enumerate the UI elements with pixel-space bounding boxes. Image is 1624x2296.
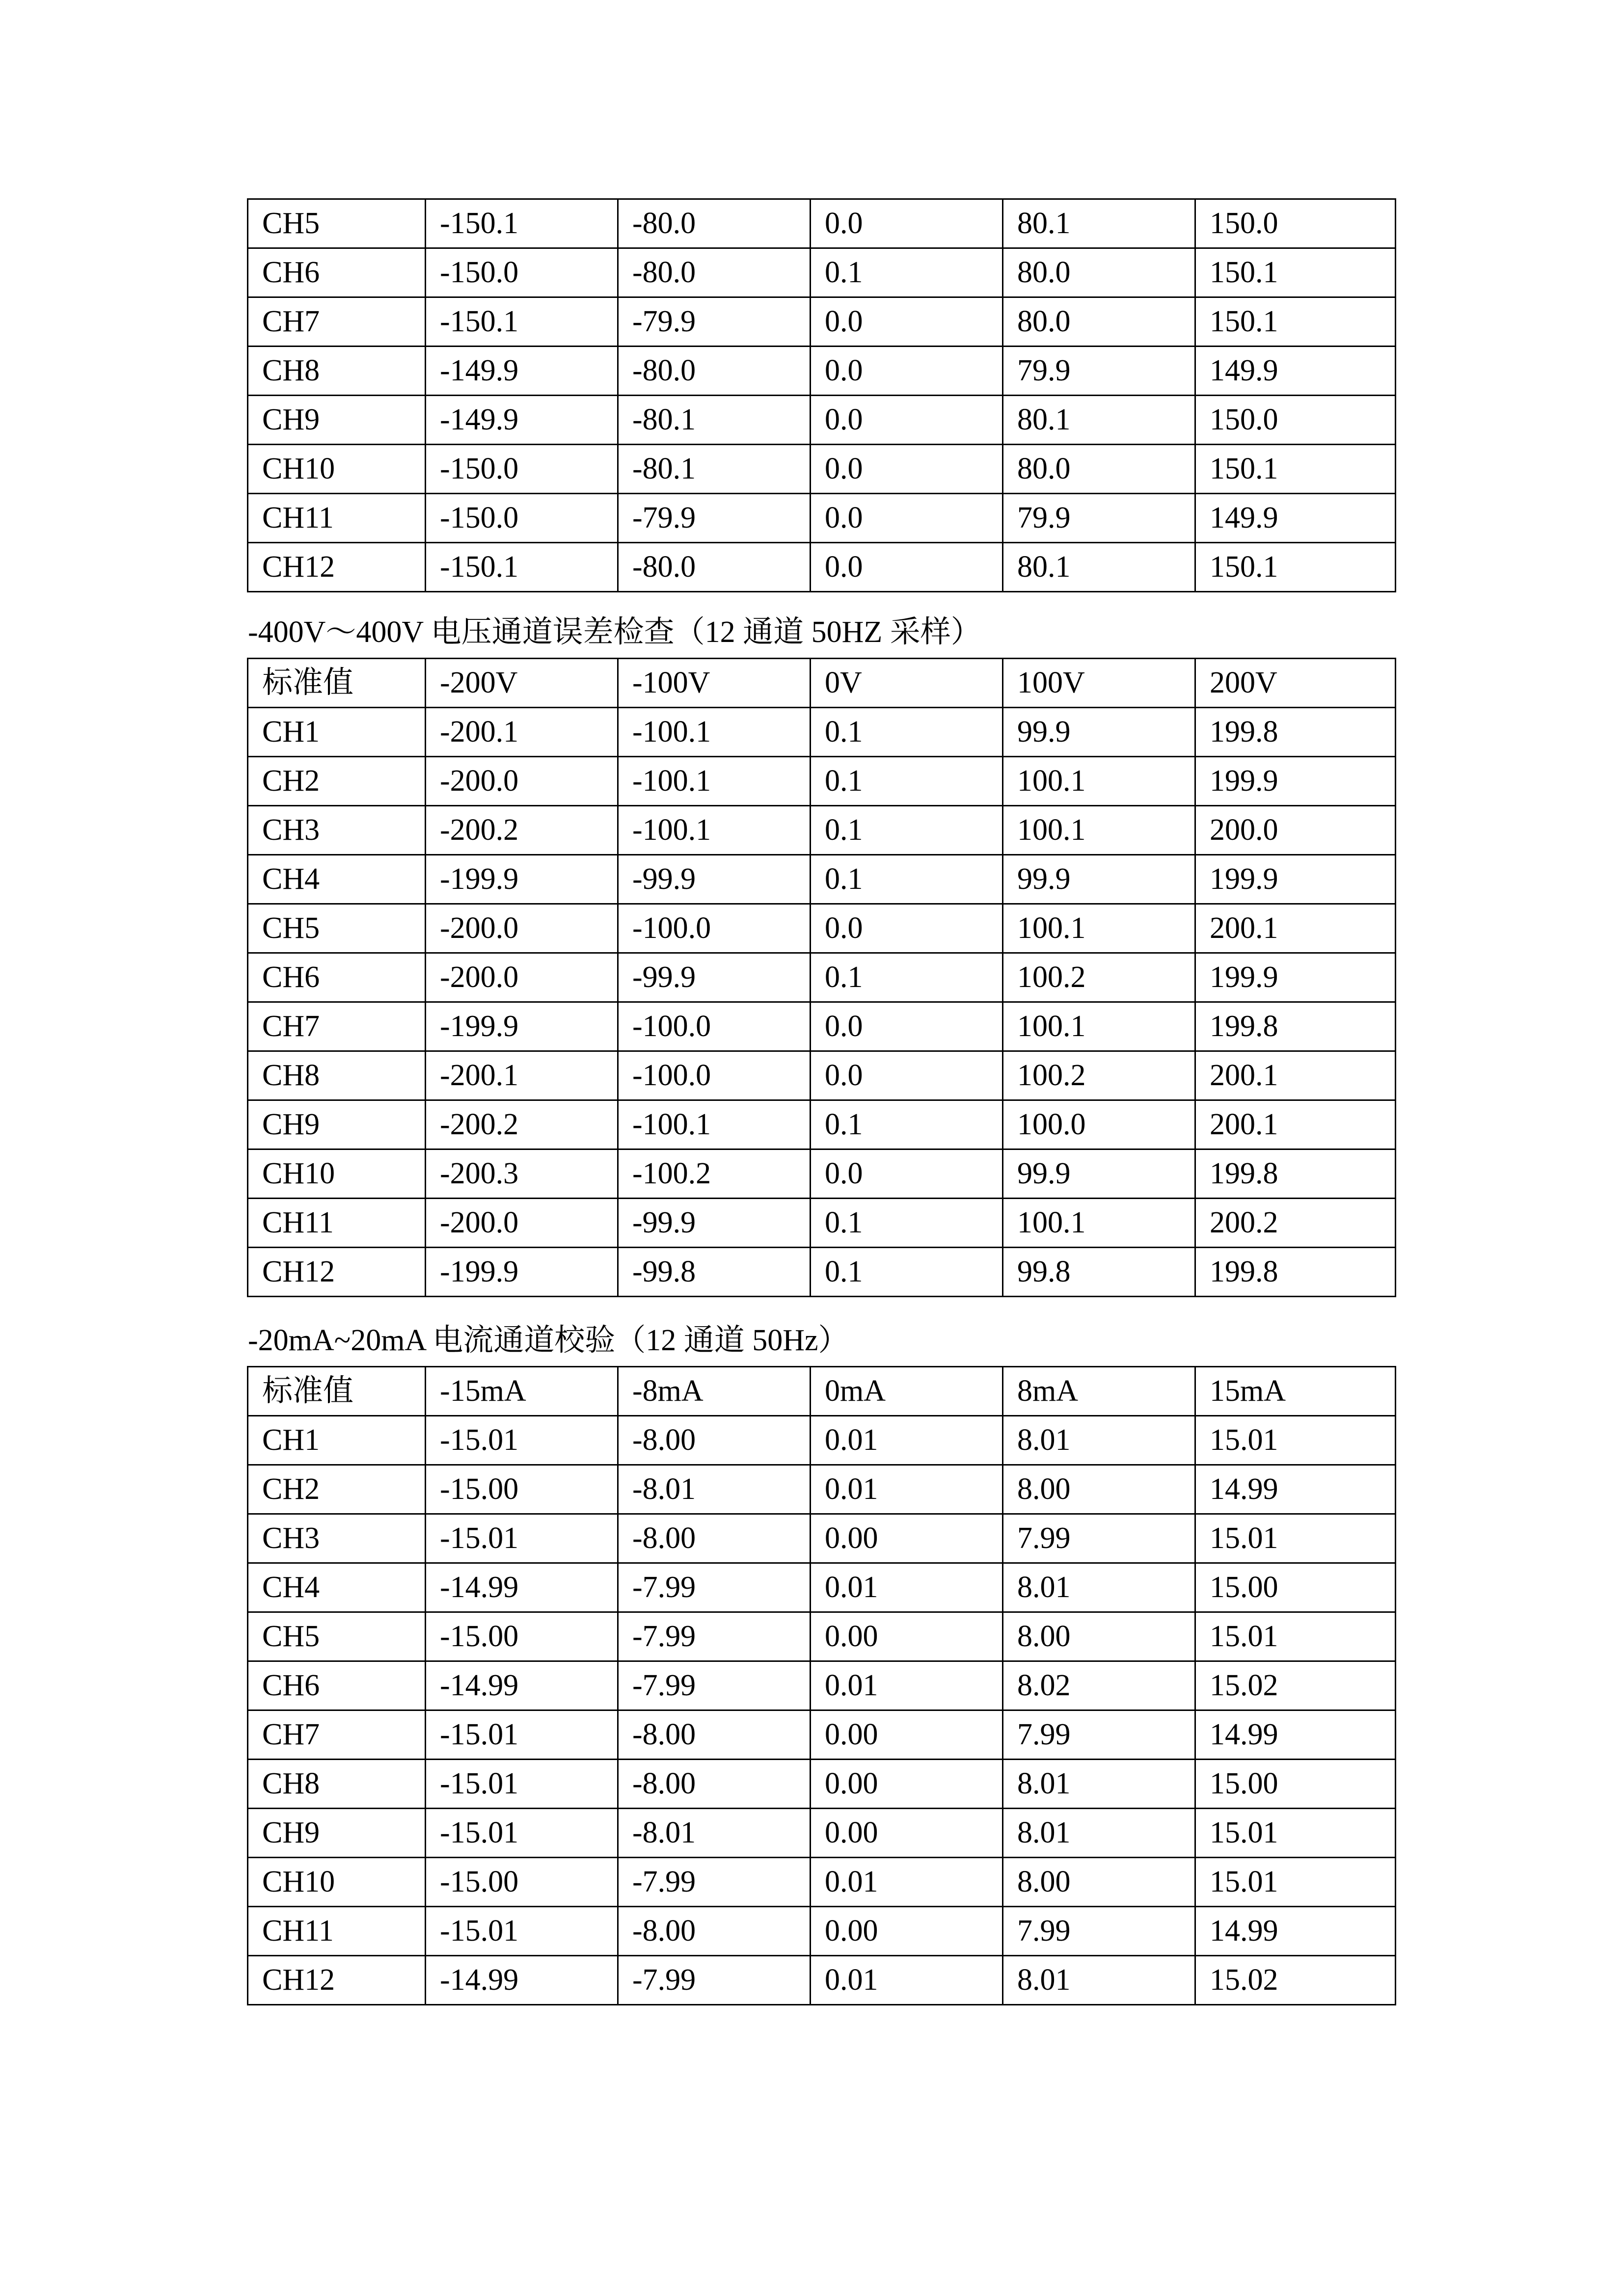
- value-cell: 0.1: [811, 757, 1003, 806]
- channel-cell: CH8: [248, 1760, 426, 1809]
- value-cell: -200.1: [426, 1051, 618, 1100]
- channel-cell: CH12: [248, 1248, 426, 1297]
- value-cell: 0.0: [811, 904, 1003, 953]
- value-cell: 8.00: [1003, 1612, 1195, 1661]
- calibration-table-continued: [247, 198, 1396, 592]
- value-cell: -80.0: [618, 347, 811, 396]
- value-cell: -15.01: [426, 1514, 618, 1563]
- value-cell: -200.0: [426, 757, 618, 806]
- header-cell: 15mA: [1195, 1367, 1396, 1416]
- table-row: [248, 248, 1396, 297]
- value-cell: -200.1: [426, 708, 618, 757]
- value-cell: -99.9: [618, 953, 811, 1002]
- value-cell: 0.01: [811, 1661, 1003, 1710]
- value-cell: 200.0: [1195, 806, 1396, 855]
- header-cell: 0mA: [811, 1367, 1003, 1416]
- channel-cell: CH11: [248, 494, 426, 543]
- channel-cell: CH2: [248, 1465, 426, 1514]
- value-cell: 15.01: [1195, 1612, 1396, 1661]
- value-cell: -150.0: [426, 494, 618, 543]
- value-cell: -100.1: [618, 1100, 811, 1149]
- table-row: [248, 1612, 1396, 1661]
- table-row: [248, 1149, 1396, 1199]
- value-cell: -15.00: [426, 1465, 618, 1514]
- value-cell: 199.9: [1195, 953, 1396, 1002]
- value-cell: 0.0: [811, 1051, 1003, 1100]
- value-cell: 0.1: [811, 248, 1003, 297]
- value-cell: 0.00: [811, 1514, 1003, 1563]
- table-row: [248, 1248, 1396, 1297]
- value-cell: -14.99: [426, 1661, 618, 1710]
- value-cell: 15.02: [1195, 1956, 1396, 2005]
- value-cell: 199.8: [1195, 1002, 1396, 1051]
- value-cell: 0.0: [811, 1149, 1003, 1199]
- table-row: [248, 1051, 1396, 1100]
- value-cell: -15.01: [426, 1809, 618, 1858]
- value-cell: 79.9: [1003, 347, 1195, 396]
- table-row: [248, 297, 1396, 347]
- value-cell: 8.00: [1003, 1465, 1195, 1514]
- value-cell: 149.9: [1195, 494, 1396, 543]
- value-cell: -200.3: [426, 1149, 618, 1199]
- value-cell: -15.00: [426, 1612, 618, 1661]
- value-cell: -8.00: [618, 1760, 811, 1809]
- header-cell: 标准值: [248, 659, 426, 708]
- table-row: [248, 1100, 1396, 1149]
- value-cell: -199.9: [426, 855, 618, 904]
- value-cell: -15.01: [426, 1907, 618, 1956]
- header-cell: -15mA: [426, 1367, 618, 1416]
- table-row: [248, 1907, 1396, 1956]
- value-cell: -149.9: [426, 396, 618, 445]
- channel-cell: CH6: [248, 248, 426, 297]
- header-cell: -8mA: [618, 1367, 811, 1416]
- value-cell: -8.00: [618, 1416, 811, 1465]
- value-cell: 200.1: [1195, 1100, 1396, 1149]
- value-cell: -149.9: [426, 347, 618, 396]
- current-table-caption: -20mA~20mA 电流通道校验（12 通道 50Hz）: [248, 1324, 849, 1357]
- channel-cell: CH7: [248, 1002, 426, 1051]
- value-cell: 100.1: [1003, 757, 1195, 806]
- value-cell: -150.0: [426, 445, 618, 494]
- channel-cell: CH12: [248, 1956, 426, 2005]
- value-cell: -150.1: [426, 297, 618, 347]
- table-row: [248, 1809, 1396, 1858]
- value-cell: 0.0: [811, 445, 1003, 494]
- value-cell: 7.99: [1003, 1514, 1195, 1563]
- value-cell: -15.01: [426, 1710, 618, 1760]
- channel-cell: CH5: [248, 1612, 426, 1661]
- value-cell: 99.8: [1003, 1248, 1195, 1297]
- value-cell: 8.02: [1003, 1661, 1195, 1710]
- table-row: [248, 396, 1396, 445]
- table-row: [248, 1002, 1396, 1051]
- value-cell: -7.99: [618, 1661, 811, 1710]
- value-cell: 0.0: [811, 396, 1003, 445]
- value-cell: 0.1: [811, 855, 1003, 904]
- value-cell: 150.1: [1195, 445, 1396, 494]
- value-cell: -99.9: [618, 855, 811, 904]
- table-section-continued: [247, 198, 1395, 592]
- value-cell: 0.00: [811, 1907, 1003, 1956]
- channel-cell: CH2: [248, 757, 426, 806]
- value-cell: -100.0: [618, 1002, 811, 1051]
- value-cell: -100.1: [618, 806, 811, 855]
- channel-cell: CH8: [248, 1051, 426, 1100]
- value-cell: -199.9: [426, 1248, 618, 1297]
- table-header-row: [248, 1367, 1396, 1416]
- table-row: [248, 806, 1396, 855]
- channel-cell: CH10: [248, 1858, 426, 1907]
- value-cell: 0.1: [811, 1248, 1003, 1297]
- value-cell: 200.1: [1195, 1051, 1396, 1100]
- value-cell: 200.2: [1195, 1199, 1396, 1248]
- value-cell: -80.1: [618, 445, 811, 494]
- value-cell: 0.01: [811, 1416, 1003, 1465]
- value-cell: 0.00: [811, 1809, 1003, 1858]
- header-cell: 0V: [811, 659, 1003, 708]
- header-cell: -200V: [426, 659, 618, 708]
- value-cell: 0.1: [811, 1100, 1003, 1149]
- current-calibration-table: [247, 1366, 1396, 2005]
- value-cell: -200.2: [426, 1100, 618, 1149]
- value-cell: 8.01: [1003, 1563, 1195, 1612]
- value-cell: 149.9: [1195, 347, 1396, 396]
- value-cell: -80.1: [618, 396, 811, 445]
- value-cell: 200.1: [1195, 904, 1396, 953]
- table-row: [248, 1416, 1396, 1465]
- voltage-error-table: [247, 658, 1396, 1297]
- channel-cell: CH4: [248, 1563, 426, 1612]
- value-cell: 14.99: [1195, 1907, 1396, 1956]
- table-row: [248, 757, 1396, 806]
- value-cell: -200.0: [426, 953, 618, 1002]
- value-cell: 150.0: [1195, 199, 1396, 248]
- value-cell: -8.00: [618, 1514, 811, 1563]
- value-cell: -79.9: [618, 297, 811, 347]
- channel-cell: CH7: [248, 1710, 426, 1760]
- value-cell: 0.1: [811, 708, 1003, 757]
- channel-cell: CH10: [248, 1149, 426, 1199]
- channel-cell: CH9: [248, 396, 426, 445]
- value-cell: -100.2: [618, 1149, 811, 1199]
- value-cell: 0.1: [811, 953, 1003, 1002]
- header-cell: 标准值: [248, 1367, 426, 1416]
- value-cell: -150.0: [426, 248, 618, 297]
- value-cell: 99.9: [1003, 855, 1195, 904]
- channel-cell: CH9: [248, 1100, 426, 1149]
- value-cell: -199.9: [426, 1002, 618, 1051]
- table-row: [248, 708, 1396, 757]
- value-cell: -99.8: [618, 1248, 811, 1297]
- table-row: [248, 904, 1396, 953]
- value-cell: 15.02: [1195, 1661, 1396, 1710]
- table-row: [248, 445, 1396, 494]
- value-cell: -100.0: [618, 904, 811, 953]
- value-cell: 7.99: [1003, 1907, 1195, 1956]
- table-row: [248, 1563, 1396, 1612]
- channel-cell: CH3: [248, 806, 426, 855]
- value-cell: 150.1: [1195, 543, 1396, 592]
- value-cell: -8.01: [618, 1465, 811, 1514]
- channel-cell: CH5: [248, 199, 426, 248]
- value-cell: 100.2: [1003, 1051, 1195, 1100]
- table-row: [248, 494, 1396, 543]
- header-cell: 200V: [1195, 659, 1396, 708]
- value-cell: -80.0: [618, 248, 811, 297]
- value-cell: 99.9: [1003, 1149, 1195, 1199]
- value-cell: -7.99: [618, 1956, 811, 2005]
- value-cell: 199.9: [1195, 757, 1396, 806]
- value-cell: -79.9: [618, 494, 811, 543]
- table-row: [248, 1661, 1396, 1710]
- channel-cell: CH11: [248, 1907, 426, 1956]
- voltage-table-caption: -400V～400V 电压通道误差检查（12 通道 50HZ 采样）: [248, 615, 981, 649]
- value-cell: 14.99: [1195, 1710, 1396, 1760]
- value-cell: 100.1: [1003, 1199, 1195, 1248]
- channel-cell: CH1: [248, 708, 426, 757]
- value-cell: -8.00: [618, 1710, 811, 1760]
- channel-cell: CH12: [248, 543, 426, 592]
- value-cell: -8.01: [618, 1809, 811, 1858]
- value-cell: 0.0: [811, 1002, 1003, 1051]
- value-cell: 199.8: [1195, 1149, 1396, 1199]
- value-cell: 15.00: [1195, 1760, 1396, 1809]
- channel-cell: CH10: [248, 445, 426, 494]
- value-cell: -100.0: [618, 1051, 811, 1100]
- value-cell: 15.00: [1195, 1563, 1396, 1612]
- table-row: [248, 1199, 1396, 1248]
- table-row: [248, 347, 1396, 396]
- table-row: [248, 1710, 1396, 1760]
- channel-cell: CH11: [248, 1199, 426, 1248]
- channel-cell: CH8: [248, 347, 426, 396]
- value-cell: -150.1: [426, 199, 618, 248]
- value-cell: 0.00: [811, 1710, 1003, 1760]
- value-cell: -14.99: [426, 1956, 618, 2005]
- value-cell: -100.1: [618, 708, 811, 757]
- value-cell: 80.0: [1003, 445, 1195, 494]
- value-cell: 0.01: [811, 1956, 1003, 2005]
- value-cell: 199.8: [1195, 708, 1396, 757]
- value-cell: -80.0: [618, 543, 811, 592]
- value-cell: 100.1: [1003, 904, 1195, 953]
- value-cell: 0.01: [811, 1563, 1003, 1612]
- value-cell: -100.1: [618, 757, 811, 806]
- value-cell: 150.0: [1195, 396, 1396, 445]
- value-cell: 0.0: [811, 199, 1003, 248]
- channel-cell: CH6: [248, 953, 426, 1002]
- value-cell: 0.00: [811, 1612, 1003, 1661]
- table-section-current: [247, 1315, 1395, 2005]
- value-cell: 0.0: [811, 543, 1003, 592]
- value-cell: 0.00: [811, 1760, 1003, 1809]
- value-cell: 0.1: [811, 1199, 1003, 1248]
- table-row: [248, 1956, 1396, 2005]
- header-cell: -100V: [618, 659, 811, 708]
- value-cell: -150.1: [426, 543, 618, 592]
- value-cell: 14.99: [1195, 1465, 1396, 1514]
- table-header-row: [248, 659, 1396, 708]
- channel-cell: CH3: [248, 1514, 426, 1563]
- value-cell: 0.0: [811, 297, 1003, 347]
- value-cell: 8.01: [1003, 1760, 1195, 1809]
- table-row: [248, 855, 1396, 904]
- value-cell: -99.9: [618, 1199, 811, 1248]
- channel-cell: CH9: [248, 1809, 426, 1858]
- value-cell: 150.1: [1195, 248, 1396, 297]
- value-cell: -7.99: [618, 1858, 811, 1907]
- value-cell: 100.2: [1003, 953, 1195, 1002]
- value-cell: 8.01: [1003, 1956, 1195, 2005]
- channel-cell: CH4: [248, 855, 426, 904]
- value-cell: -8.00: [618, 1907, 811, 1956]
- value-cell: 99.9: [1003, 708, 1195, 757]
- value-cell: 15.01: [1195, 1514, 1396, 1563]
- value-cell: 150.1: [1195, 297, 1396, 347]
- value-cell: 80.1: [1003, 543, 1195, 592]
- value-cell: 15.01: [1195, 1809, 1396, 1858]
- value-cell: -7.99: [618, 1563, 811, 1612]
- value-cell: 80.0: [1003, 248, 1195, 297]
- value-cell: -80.0: [618, 199, 811, 248]
- value-cell: -200.0: [426, 904, 618, 953]
- value-cell: 0.0: [811, 494, 1003, 543]
- header-cell: 100V: [1003, 659, 1195, 708]
- value-cell: -15.01: [426, 1416, 618, 1465]
- value-cell: 0.0: [811, 347, 1003, 396]
- value-cell: -15.00: [426, 1858, 618, 1907]
- value-cell: 100.1: [1003, 806, 1195, 855]
- value-cell: 8.01: [1003, 1416, 1195, 1465]
- value-cell: -15.01: [426, 1760, 618, 1809]
- value-cell: 199.8: [1195, 1248, 1396, 1297]
- channel-cell: CH1: [248, 1416, 426, 1465]
- value-cell: 100.1: [1003, 1002, 1195, 1051]
- header-cell: 8mA: [1003, 1367, 1195, 1416]
- value-cell: 80.0: [1003, 297, 1195, 347]
- table-row: [248, 1858, 1396, 1907]
- channel-cell: CH5: [248, 904, 426, 953]
- value-cell: 80.1: [1003, 396, 1195, 445]
- value-cell: 199.9: [1195, 855, 1396, 904]
- channel-cell: CH7: [248, 297, 426, 347]
- value-cell: 80.1: [1003, 199, 1195, 248]
- table-row: [248, 199, 1396, 248]
- value-cell: 8.01: [1003, 1809, 1195, 1858]
- value-cell: -200.2: [426, 806, 618, 855]
- value-cell: 7.99: [1003, 1710, 1195, 1760]
- value-cell: 100.0: [1003, 1100, 1195, 1149]
- value-cell: 0.01: [811, 1465, 1003, 1514]
- table-section-voltage: [247, 607, 1395, 1297]
- table-row: [248, 1465, 1396, 1514]
- value-cell: -7.99: [618, 1612, 811, 1661]
- value-cell: -200.0: [426, 1199, 618, 1248]
- table-row: [248, 953, 1396, 1002]
- value-cell: 0.1: [811, 806, 1003, 855]
- table-row: [248, 1760, 1396, 1809]
- channel-cell: CH6: [248, 1661, 426, 1710]
- table-row: [248, 1514, 1396, 1563]
- value-cell: -14.99: [426, 1563, 618, 1612]
- value-cell: 8.00: [1003, 1858, 1195, 1907]
- value-cell: 15.01: [1195, 1858, 1396, 1907]
- value-cell: 79.9: [1003, 494, 1195, 543]
- table-row: [248, 543, 1396, 592]
- value-cell: 0.01: [811, 1858, 1003, 1907]
- value-cell: 15.01: [1195, 1416, 1396, 1465]
